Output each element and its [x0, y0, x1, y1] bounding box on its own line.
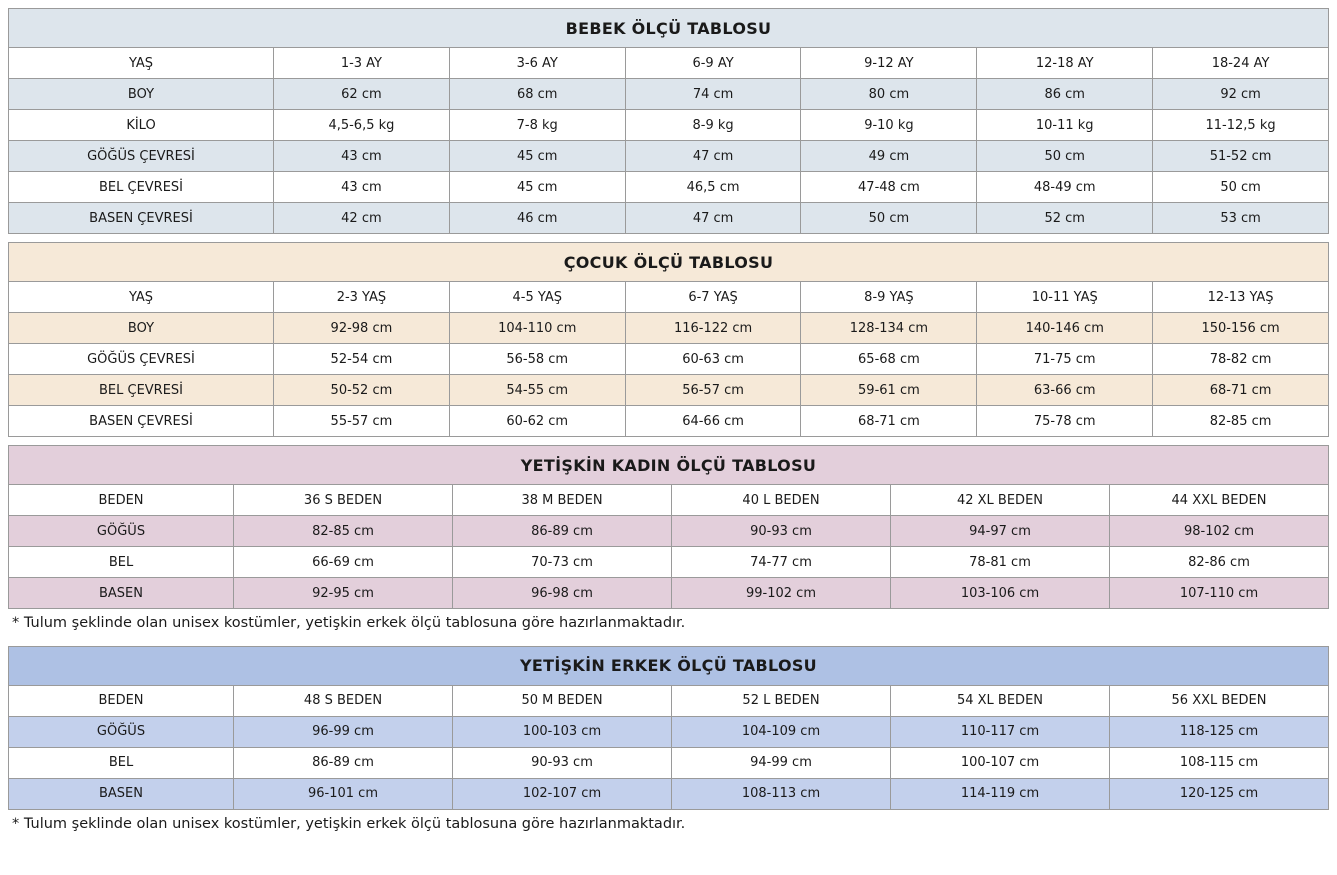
child-table-title: ÇOCUK ÖLÇÜ TABLOSU [9, 243, 1329, 282]
table-cell: 80 cm [801, 79, 977, 110]
table-title-row [9, 9, 1329, 48]
women-table-note: * Tulum şeklinde olan unisex kostümler, yetişkin erkek ölçü tablosuna göre hazırlanmaktadır. [12, 615, 686, 631]
table-cell: 140-146 cm [977, 313, 1153, 344]
row-label: BEL ÇEVRESİ [9, 172, 274, 203]
column-header: 4-5 YAŞ [449, 282, 625, 313]
table-cell: 50 cm [801, 203, 977, 234]
row-label: BASEN ÇEVRESİ [9, 203, 274, 234]
row-label: BOY [9, 79, 274, 110]
table-cell: 54-55 cm [449, 375, 625, 406]
row-label: GÖĞÜS [9, 516, 234, 547]
row-label: GÖĞÜS ÇEVRESİ [9, 344, 274, 375]
table-cell: 108-113 cm [672, 778, 891, 809]
table-cell: 46 cm [449, 203, 625, 234]
table-cell: 74-77 cm [672, 547, 891, 578]
column-header: 48 S BEDEN [234, 685, 453, 716]
table-cell: 150-156 cm [1153, 313, 1329, 344]
table-cell: 47 cm [625, 203, 801, 234]
table-title-row [9, 446, 1329, 485]
column-header: 6-7 YAŞ [625, 282, 801, 313]
table-cell: 92-95 cm [234, 578, 453, 609]
table-cell: 92-98 cm [274, 313, 450, 344]
table-cell: 68-71 cm [1153, 375, 1329, 406]
table-cell: 114-119 cm [891, 778, 1110, 809]
table-cell: 74 cm [625, 79, 801, 110]
table-row [9, 172, 1329, 203]
table-cell: 107-110 cm [1110, 578, 1329, 609]
column-header: 52 L BEDEN [672, 685, 891, 716]
table-row [9, 578, 1329, 609]
table-cell: 49 cm [801, 141, 977, 172]
table-cell: 65-68 cm [801, 344, 977, 375]
table-cell: 46,5 cm [625, 172, 801, 203]
table-cell: 68-71 cm [801, 406, 977, 437]
table-cell: 9-10 kg [801, 110, 977, 141]
table-cell: 82-86 cm [1110, 547, 1329, 578]
baby-table-title: BEBEK ÖLÇÜ TABLOSU [9, 9, 1329, 48]
table-title-row [9, 243, 1329, 282]
row-label: BEL ÇEVRESİ [9, 375, 274, 406]
column-header: BEDEN [9, 485, 234, 516]
table-cell: 128-134 cm [801, 313, 977, 344]
table-cell: 66-69 cm [234, 547, 453, 578]
table-row [9, 547, 1329, 578]
table-title-row [9, 646, 1329, 685]
table-cell: 96-101 cm [234, 778, 453, 809]
table-cell: 52 cm [977, 203, 1153, 234]
column-header: 1-3 AY [274, 48, 450, 79]
table-cell: 108-115 cm [1110, 747, 1329, 778]
table-cell: 56-58 cm [449, 344, 625, 375]
table-row [9, 141, 1329, 172]
table-cell: 78-82 cm [1153, 344, 1329, 375]
row-label: GÖĞÜS [9, 716, 234, 747]
column-header: 42 XL BEDEN [891, 485, 1110, 516]
table-cell: 55-57 cm [274, 406, 450, 437]
table-cell: 98-102 cm [1110, 516, 1329, 547]
table-cell: 92 cm [1153, 79, 1329, 110]
table-cell: 4,5-6,5 kg [274, 110, 450, 141]
table-cell: 75-78 cm [977, 406, 1153, 437]
row-label: BASEN [9, 578, 234, 609]
table-cell: 71-75 cm [977, 344, 1153, 375]
table-cell: 43 cm [274, 141, 450, 172]
table-cell: 45 cm [449, 172, 625, 203]
table-cell: 45 cm [449, 141, 625, 172]
men-table-note: * Tulum şeklinde olan unisex kostümler, yetişkin erkek ölçü tablosuna göre hazırlanmaktadır. [12, 815, 686, 832]
women-table-title: YETİŞKİN KADIN ÖLÇÜ TABLOSU [9, 446, 1329, 485]
table-row [9, 716, 1329, 747]
table-cell: 68 cm [449, 79, 625, 110]
column-header: 3-6 AY [449, 48, 625, 79]
table-header-row [9, 282, 1329, 313]
table-cell: 90-93 cm [453, 747, 672, 778]
table-cell: 99-102 cm [672, 578, 891, 609]
table-cell: 56-57 cm [625, 375, 801, 406]
table-cell: 104-110 cm [449, 313, 625, 344]
table-cell: 96-99 cm [234, 716, 453, 747]
table-cell: 100-107 cm [891, 747, 1110, 778]
table-cell: 60-63 cm [625, 344, 801, 375]
table-cell: 62 cm [274, 79, 450, 110]
table-row [9, 203, 1329, 234]
table-cell: 8-9 kg [625, 110, 801, 141]
table-row [9, 375, 1329, 406]
table-cell: 47-48 cm [801, 172, 977, 203]
column-header: 56 XXL BEDEN [1110, 685, 1329, 716]
table-cell: 64-66 cm [625, 406, 801, 437]
table-cell: 102-107 cm [453, 778, 672, 809]
women-size-table [8, 445, 1329, 609]
table-header-row [9, 485, 1329, 516]
table-cell: 120-125 cm [1110, 778, 1329, 809]
column-header: 54 XL BEDEN [891, 685, 1110, 716]
column-header: 44 XXL BEDEN [1110, 485, 1329, 516]
column-header: 8-9 YAŞ [801, 282, 977, 313]
column-header: 2-3 YAŞ [274, 282, 450, 313]
table-cell: 118-125 cm [1110, 716, 1329, 747]
column-header: YAŞ [9, 282, 274, 313]
table-cell: 48-49 cm [977, 172, 1153, 203]
table-cell: 53 cm [1153, 203, 1329, 234]
column-header: 6-9 AY [625, 48, 801, 79]
men-size-table [8, 646, 1329, 810]
table-cell: 94-97 cm [891, 516, 1110, 547]
column-header: 10-11 YAŞ [977, 282, 1153, 313]
table-cell: 43 cm [274, 172, 450, 203]
table-cell: 78-81 cm [891, 547, 1110, 578]
table-cell: 47 cm [625, 141, 801, 172]
table-cell: 104-109 cm [672, 716, 891, 747]
table-cell: 110-117 cm [891, 716, 1110, 747]
row-label: KİLO [9, 110, 274, 141]
table-cell: 82-85 cm [234, 516, 453, 547]
table-row [9, 747, 1329, 778]
table-cell: 86-89 cm [234, 747, 453, 778]
table-cell: 82-85 cm [1153, 406, 1329, 437]
table-cell: 86-89 cm [453, 516, 672, 547]
table-cell: 52-54 cm [274, 344, 450, 375]
row-label: BEL [9, 747, 234, 778]
row-label: BEL [9, 547, 234, 578]
row-label: BASEN [9, 778, 234, 809]
column-header: 12-13 YAŞ [1153, 282, 1329, 313]
child-size-table [8, 242, 1329, 437]
table-row [9, 516, 1329, 547]
table-cell: 90-93 cm [672, 516, 891, 547]
column-header: 18-24 AY [1153, 48, 1329, 79]
row-label: GÖĞÜS ÇEVRESİ [9, 141, 274, 172]
table-cell: 60-62 cm [449, 406, 625, 437]
column-header: 50 M BEDEN [453, 685, 672, 716]
table-cell: 100-103 cm [453, 716, 672, 747]
table-cell: 63-66 cm [977, 375, 1153, 406]
table-row [9, 778, 1329, 809]
table-cell: 96-98 cm [453, 578, 672, 609]
table-cell: 51-52 cm [1153, 141, 1329, 172]
column-header: 36 S BEDEN [234, 485, 453, 516]
table-cell: 50-52 cm [274, 375, 450, 406]
column-header: YAŞ [9, 48, 274, 79]
table-cell: 11-12,5 kg [1153, 110, 1329, 141]
table-row [9, 313, 1329, 344]
baby-size-table [8, 8, 1329, 234]
column-header: 12-18 AY [977, 48, 1153, 79]
column-header: 9-12 AY [801, 48, 977, 79]
table-cell: 86 cm [977, 79, 1153, 110]
table-cell: 10-11 kg [977, 110, 1153, 141]
table-cell: 94-99 cm [672, 747, 891, 778]
men-table-title: YETİŞKİN ERKEK ÖLÇÜ TABLOSU [9, 646, 1329, 685]
table-cell: 7-8 kg [449, 110, 625, 141]
table-header-row [9, 48, 1329, 79]
table-header-row [9, 685, 1329, 716]
table-cell: 42 cm [274, 203, 450, 234]
row-label: BASEN ÇEVRESİ [9, 406, 274, 437]
table-cell: 116-122 cm [625, 313, 801, 344]
row-label: BOY [9, 313, 274, 344]
table-row [9, 406, 1329, 437]
column-header: 38 M BEDEN [453, 485, 672, 516]
column-header: 40 L BEDEN [672, 485, 891, 516]
table-row [9, 79, 1329, 110]
table-row [9, 110, 1329, 141]
column-header: BEDEN [9, 685, 234, 716]
table-cell: 50 cm [1153, 172, 1329, 203]
table-cell: 59-61 cm [801, 375, 977, 406]
table-cell: 70-73 cm [453, 547, 672, 578]
table-row [9, 344, 1329, 375]
table-cell: 103-106 cm [891, 578, 1110, 609]
table-cell: 50 cm [977, 141, 1153, 172]
